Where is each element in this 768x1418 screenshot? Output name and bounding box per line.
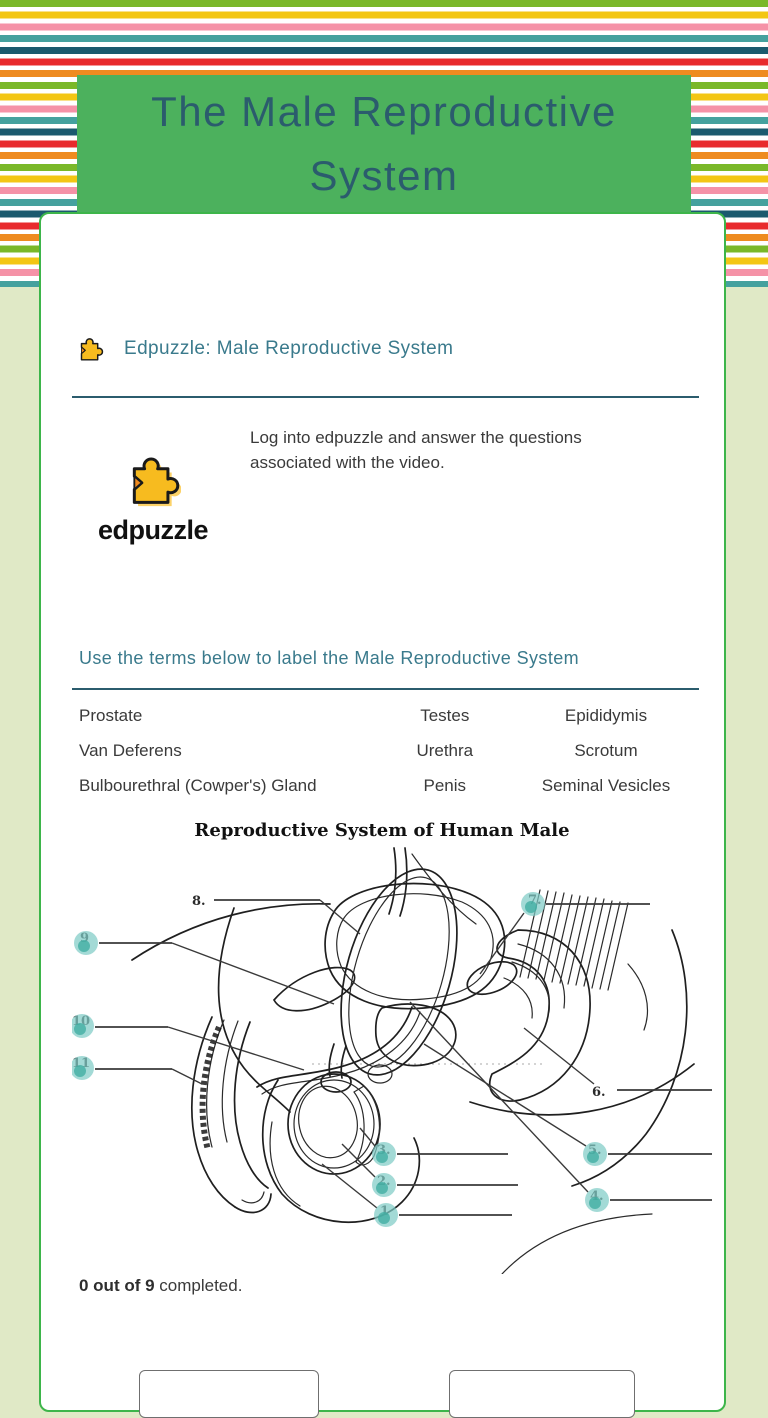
hotspot-10[interactable] bbox=[72, 1014, 94, 1038]
hotspot-3[interactable] bbox=[372, 1142, 396, 1166]
edpuzzle-instructions-line2: associated with the video. bbox=[250, 453, 445, 472]
progress-count: 0 out of 9 bbox=[79, 1276, 155, 1295]
worksheet-card bbox=[39, 212, 726, 1412]
worksheet-title-line2: System bbox=[309, 152, 459, 199]
diagram-line-art bbox=[132, 848, 694, 1274]
edpuzzle-section-heading: Edpuzzle: Male Reproductive System bbox=[124, 338, 454, 359]
diagram-label-lines bbox=[95, 900, 712, 1215]
term-seminal-vesicles: Seminal Vesicles bbox=[541, 775, 671, 795]
term-bulbourethral-gland: Bulbourethral (Cowper's) Gland bbox=[79, 775, 317, 795]
footer-button-left[interactable] bbox=[139, 1370, 319, 1418]
term-prostate: Prostate bbox=[79, 705, 143, 725]
terms-table bbox=[79, 698, 699, 803]
hotspot-4[interactable] bbox=[585, 1188, 609, 1212]
hotspot-1[interactable] bbox=[374, 1203, 398, 1227]
hotspot-11[interactable] bbox=[72, 1056, 94, 1080]
edpuzzle-section-header bbox=[77, 334, 453, 364]
edpuzzle-wordmark: edpuzzle bbox=[97, 515, 208, 545]
labeling-section-header bbox=[79, 648, 579, 669]
term-testes: Testes bbox=[420, 705, 470, 725]
table-row bbox=[79, 768, 699, 803]
term-van-deferens: Van Deferens bbox=[79, 740, 182, 760]
term-penis: Penis bbox=[423, 775, 467, 795]
hotspot-2[interactable] bbox=[372, 1173, 396, 1197]
edpuzzle-instructions bbox=[250, 425, 650, 475]
labeling-section-heading: Use the terms below to label the Male Reproductive System bbox=[79, 648, 580, 668]
section-divider bbox=[72, 396, 699, 398]
hotspot-5[interactable] bbox=[583, 1142, 607, 1166]
hotspot-7[interactable] bbox=[521, 892, 545, 916]
term-scrotum: Scrotum bbox=[574, 740, 638, 760]
puzzle-piece-icon bbox=[77, 334, 104, 364]
anatomy-diagram-svg bbox=[72, 812, 722, 1274]
worksheet-title-banner bbox=[77, 75, 691, 213]
progress-label: completed. bbox=[154, 1276, 243, 1295]
footer-button-right[interactable] bbox=[449, 1370, 635, 1418]
diagram-label-6: 6. bbox=[592, 1085, 606, 1100]
edpuzzle-logo bbox=[93, 450, 213, 546]
edpuzzle-instructions-line1: Log into edpuzzle and answer the questions bbox=[250, 428, 582, 447]
anatomy-diagram bbox=[72, 812, 722, 1274]
diagram-label-8: 8. bbox=[192, 894, 206, 909]
progress-status bbox=[79, 1276, 242, 1296]
table-row bbox=[79, 733, 699, 768]
section-divider-2 bbox=[72, 688, 699, 690]
term-epididymis: Epididymis bbox=[564, 705, 648, 725]
worksheet-title-line1: The Male Reproductive bbox=[151, 88, 617, 135]
diagram-title: Reproductive System of Human Male bbox=[194, 820, 570, 841]
hotspot-9[interactable] bbox=[74, 931, 98, 955]
edpuzzle-logo-icon bbox=[125, 450, 181, 510]
term-urethra: Urethra bbox=[416, 740, 474, 760]
table-row bbox=[79, 698, 699, 733]
